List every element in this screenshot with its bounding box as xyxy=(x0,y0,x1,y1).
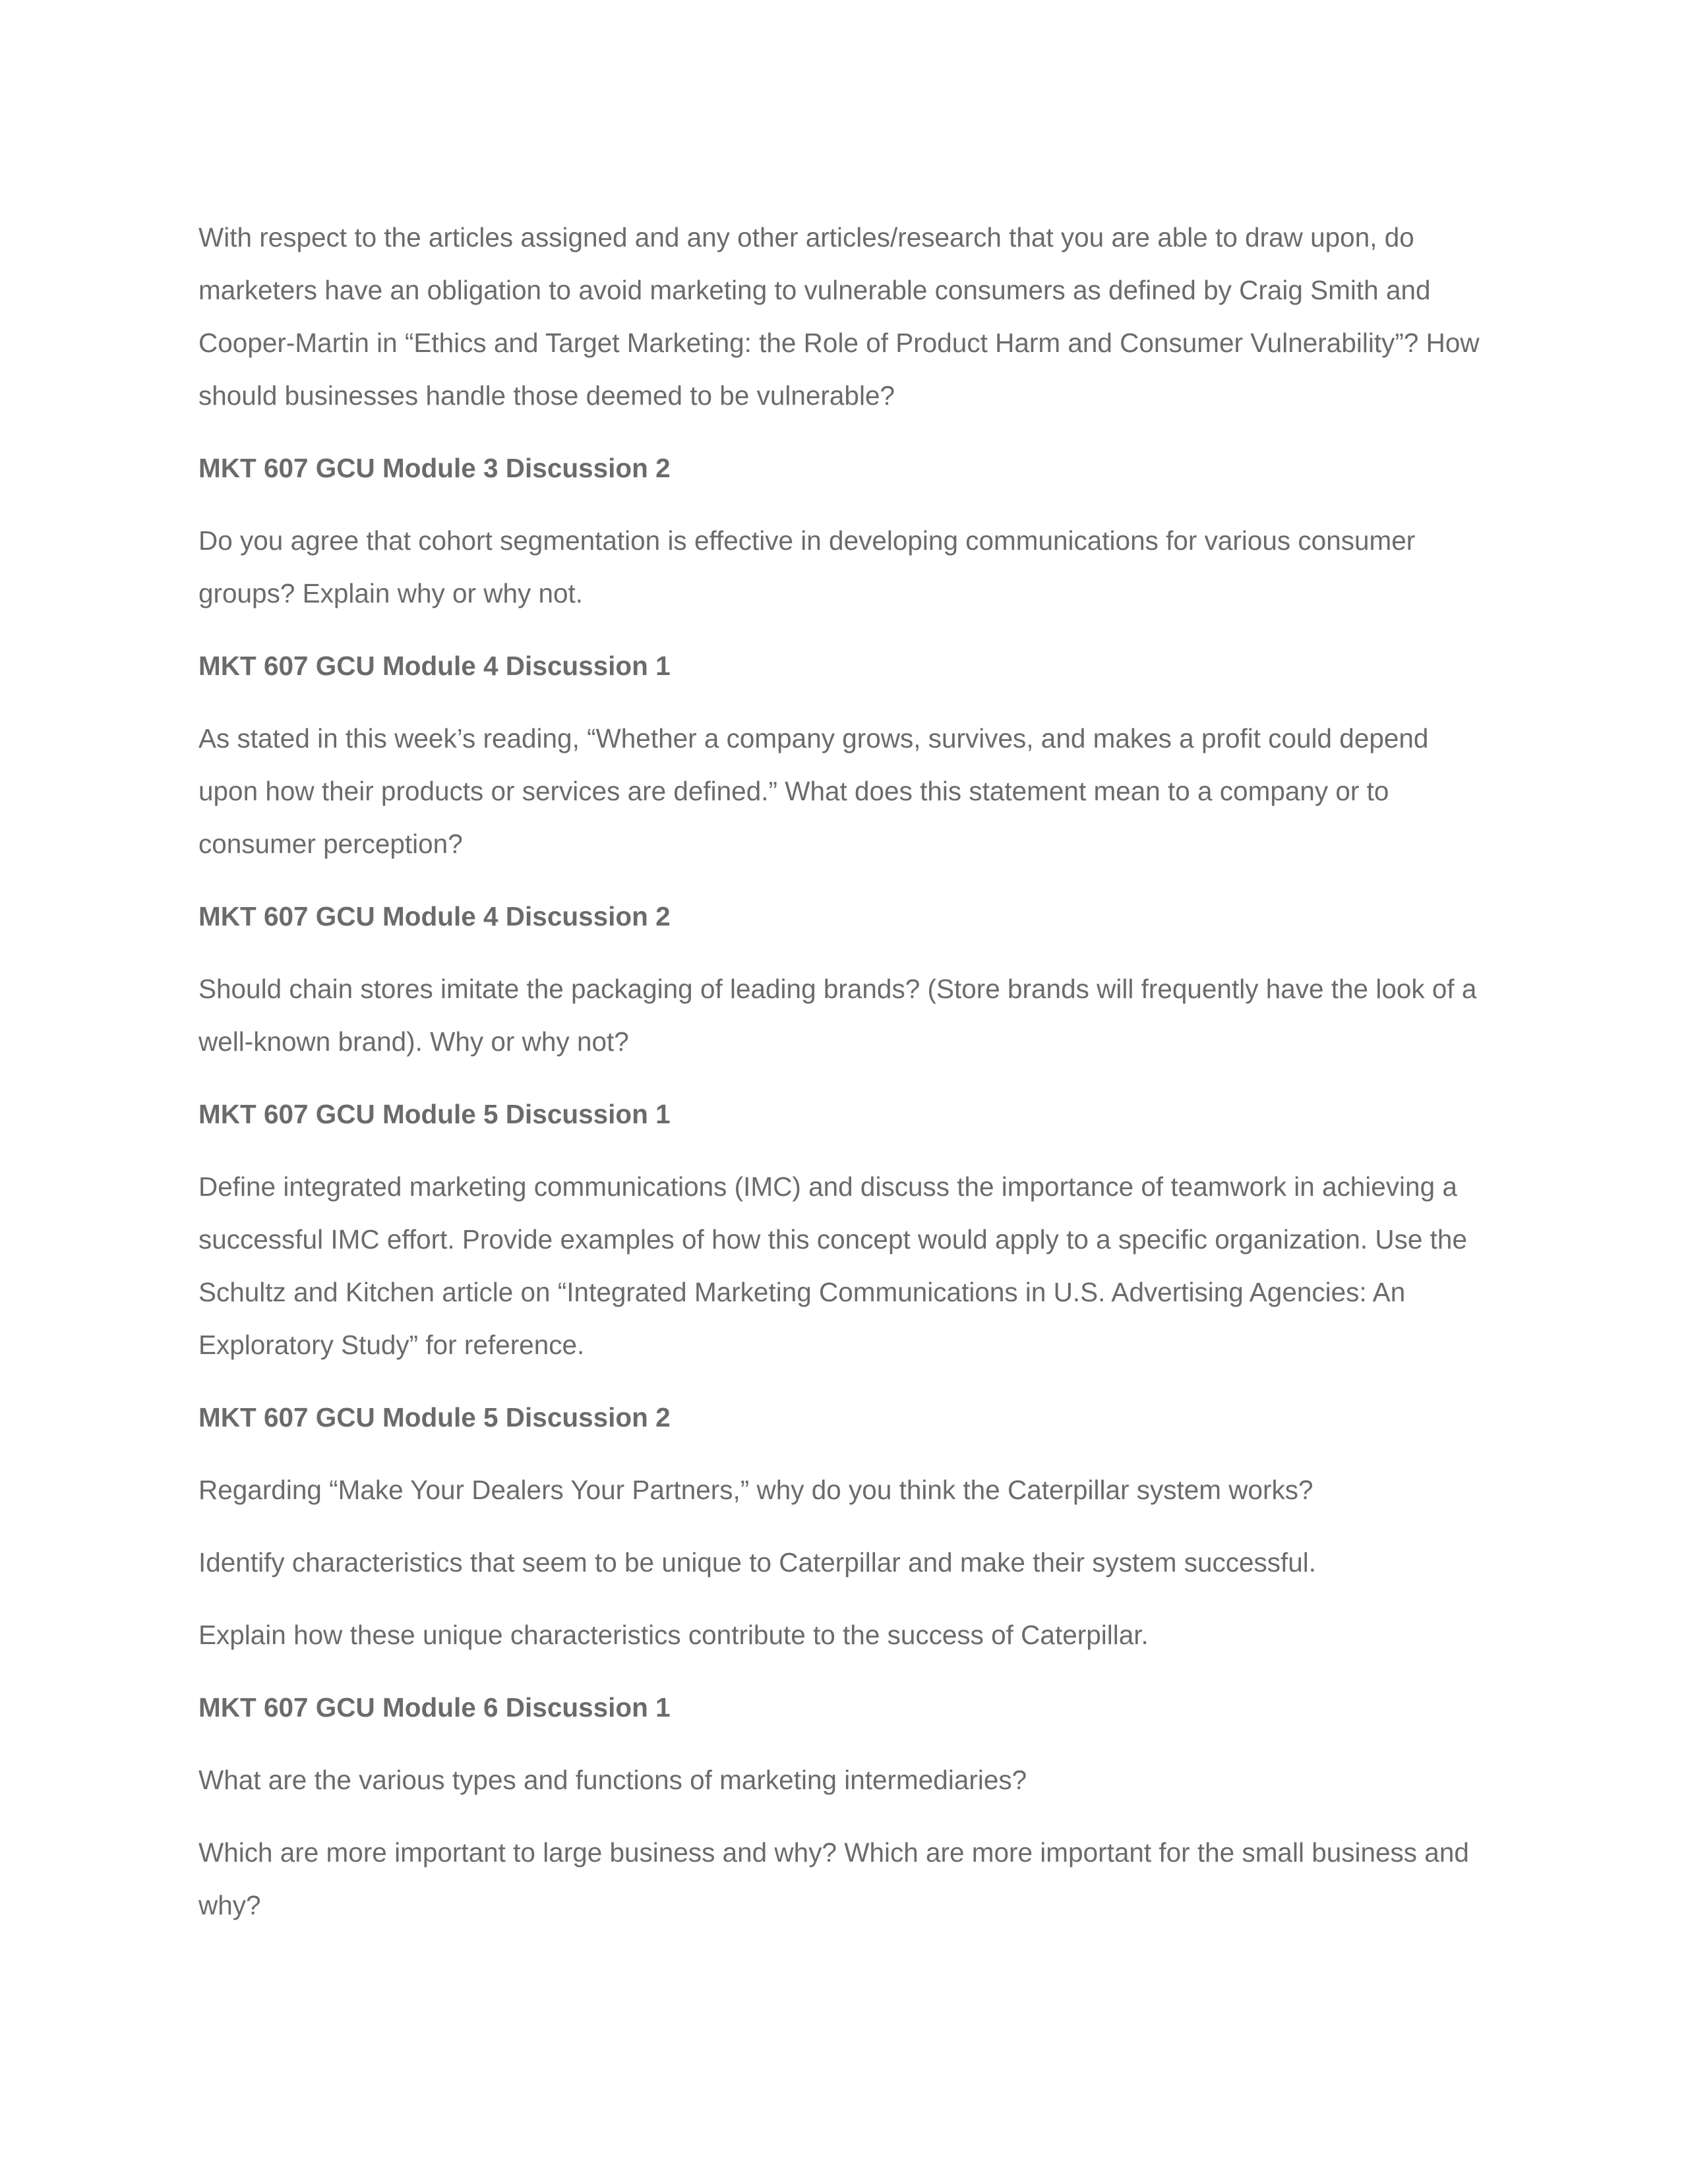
section-paragraph: Explain how these unique characteristics contribute to the success of Caterpillar. xyxy=(198,1620,1149,1650)
section-module-5-discussion-1 xyxy=(198,1088,1491,1371)
section-paragraph: Do you agree that cohort segmentation is effective in developing communications for various consumer groups? Explain why or why not. xyxy=(198,525,1416,608)
section-paragraph: What are the various types and functions of marketing intermediaries? xyxy=(198,1765,1027,1795)
section-heading: MKT 607 GCU Module 5 Discussion 2 xyxy=(198,1402,671,1432)
section-module-5-discussion-2 xyxy=(198,1391,1491,1661)
section-module-4-discussion-2 xyxy=(198,890,1491,1068)
section-paragraph: Identify characteristics that seem to be unique to Caterpillar and make their system successful. xyxy=(198,1547,1317,1578)
section-module-6-discussion-1 xyxy=(198,1681,1491,1932)
document-body xyxy=(198,211,1491,1951)
section-paragraph: Should chain stores imitate the packaging of leading brands? (Store brands will frequently have the look of a well-known brand). Why or why not? xyxy=(198,974,1477,1057)
section-module-4-discussion-1 xyxy=(198,639,1491,870)
section-paragraph: As stated in this week’s reading, “Whether a company grows, survives, and makes a profit could depend upon how their products or services are defined.” What does this statement mean to a company or to consumer perception? xyxy=(198,723,1429,859)
section-heading: MKT 607 GCU Module 6 Discussion 1 xyxy=(198,1692,671,1723)
section-heading: MKT 607 GCU Module 4 Discussion 1 xyxy=(198,651,671,681)
section-heading: MKT 607 GCU Module 5 Discussion 1 xyxy=(198,1099,671,1129)
section-module-3-discussion-2 xyxy=(198,442,1491,620)
intro-paragraph: With respect to the articles assigned and any other articles/research that you are able to draw upon, do marketers have an obligation to avoid marketing to vulnerable consumers as defined by Craig Smith and Cooper-Martin in “Ethics and Target Marketing: the Role of Product Harm and Consumer Vulnerability”? How should businesses handle those deemed to be vulnerable? xyxy=(198,222,1480,411)
section-heading: MKT 607 GCU Module 4 Discussion 2 xyxy=(198,901,671,931)
section-paragraph: Which are more important to large business and why? Which are more important for the small business and why? xyxy=(198,1837,1469,1920)
section-paragraph: Regarding “Make Your Dealers Your Partners,” why do you think the Caterpillar system works? xyxy=(198,1475,1313,1505)
section-heading: MKT 607 GCU Module 3 Discussion 2 xyxy=(198,453,671,483)
section-paragraph: Define integrated marketing communications (IMC) and discuss the importance of teamwork in achieving a successful IMC effort. Provide examples of how this concept would apply to a specific organization. Use the Schultz and Kitchen article on “Integrated Marketing Communications in U.S. Advertising Agencies: An Exploratory Study” for reference. xyxy=(198,1171,1467,1360)
